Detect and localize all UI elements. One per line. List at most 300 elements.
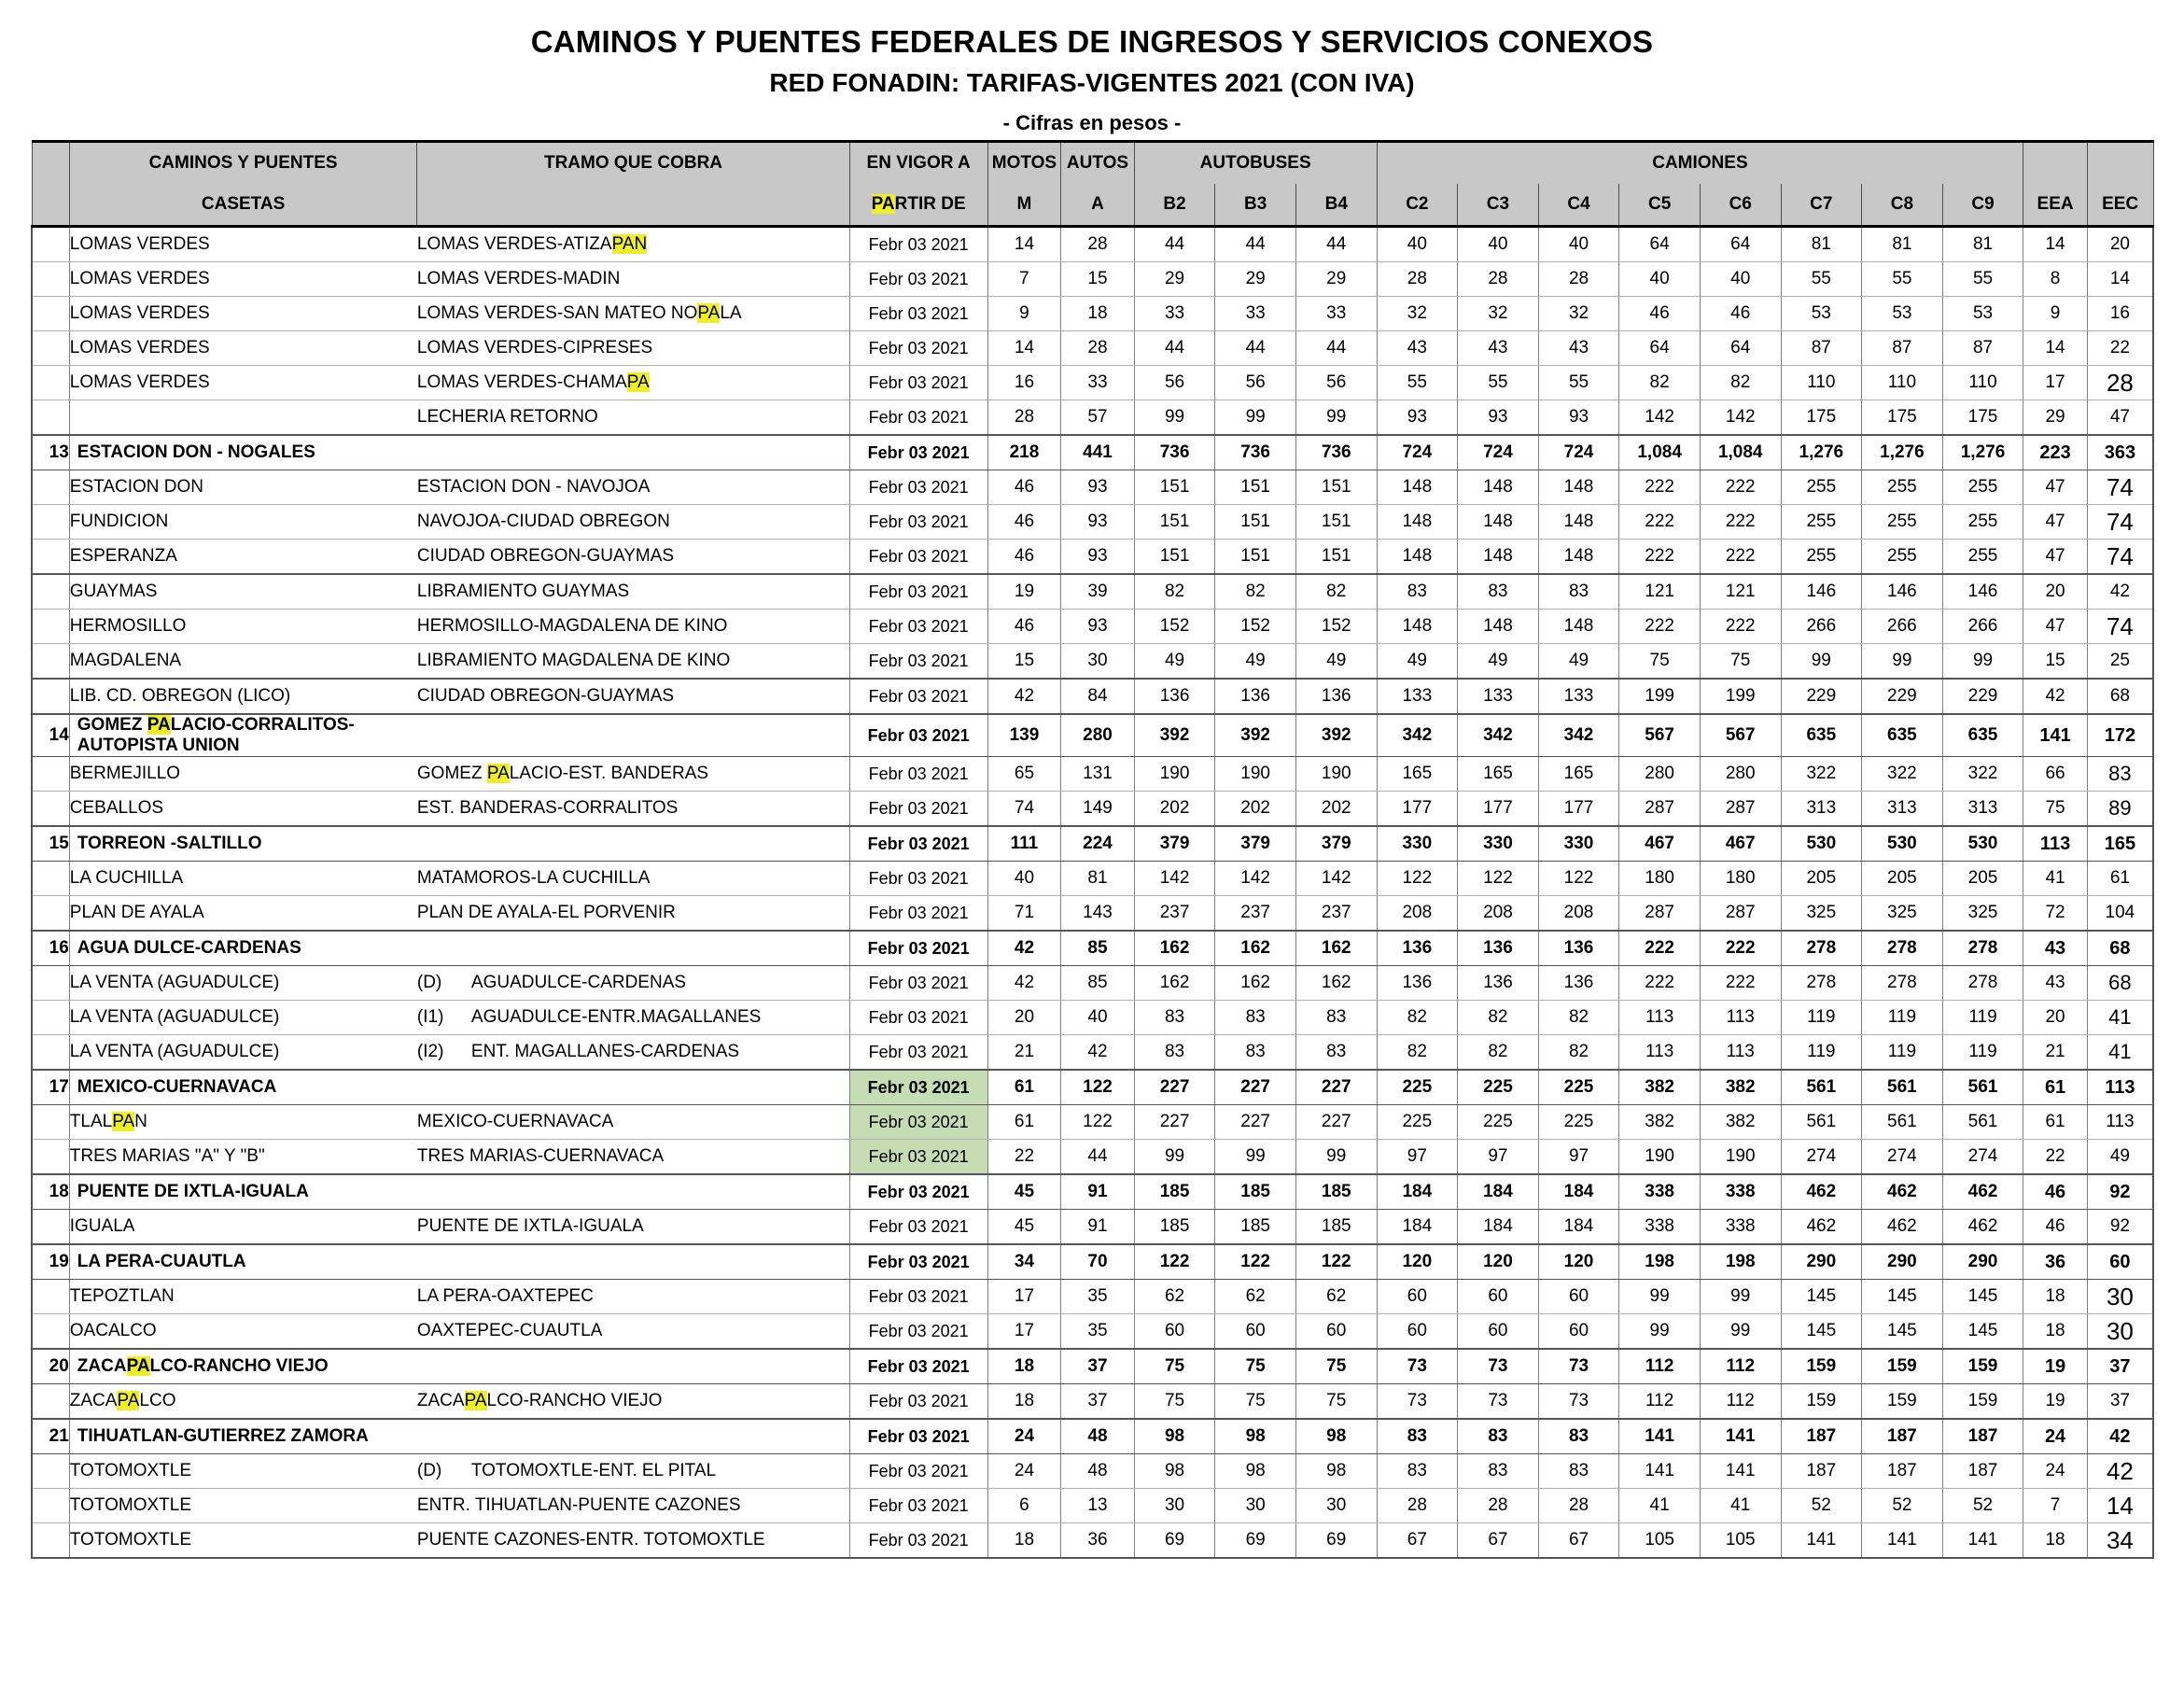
search-highlight: PA (147, 715, 171, 735)
tarifa-c2: 136 (1377, 931, 1458, 966)
caseta-name: LOMAS VERDES (69, 331, 417, 366)
tramo-que-cobra (417, 366, 849, 400)
table-row (32, 610, 2153, 644)
table-header (32, 142, 2153, 227)
section-row (32, 1070, 2153, 1105)
tarifa-eec: 16 (2087, 297, 2153, 331)
tramo-que-cobra (417, 826, 849, 862)
tarifa-c4: 225 (1538, 1105, 1619, 1140)
tarifa-motos-m: 18 (987, 1384, 1061, 1420)
tarifa-eea: 20 (2023, 1001, 2087, 1035)
tarifa-c9: 290 (1942, 1244, 2023, 1280)
tarifa-c3: 330 (1458, 826, 1539, 862)
tarifa-b3: 379 (1215, 826, 1296, 862)
tarifa-c7: 278 (1781, 931, 1862, 966)
tarifa-eec: 41 (2087, 1035, 2153, 1071)
header-partir-de (849, 184, 987, 227)
text-segment: TRES MARIAS-CUERNAVACA (416, 1146, 665, 1166)
vigencia-date: Febr 03 2021 (849, 862, 987, 896)
tarifa-c7: 145 (1781, 1280, 1862, 1314)
tarifa-b2: 56 (1134, 366, 1215, 400)
tarifa-c4: 97 (1538, 1140, 1619, 1175)
tarifa-eea: 18 (2023, 1314, 2087, 1350)
row-index (32, 679, 69, 714)
tarifa-c4: 148 (1538, 540, 1619, 575)
tarifa-c3: 148 (1458, 540, 1539, 575)
tramo-sub-code: (I2) (416, 1042, 444, 1061)
vigencia-date: Febr 03 2021 (849, 540, 987, 575)
table-row (32, 1035, 2153, 1071)
header-caminos: CAMINOS Y PUENTES (69, 142, 417, 185)
vigencia-date: Febr 03 2021 (849, 366, 987, 400)
tarifa-c5: 113 (1619, 1035, 1701, 1071)
tarifa-b2: 69 (1134, 1523, 1215, 1559)
tarifa-eea: 21 (2023, 1035, 2087, 1071)
text-segment: LCO (139, 1391, 176, 1410)
tarifa-motos-m: 18 (987, 1349, 1061, 1384)
text-segment: NAVOJOA-CIUDAD OBREGON (416, 512, 670, 531)
tarifa-c7: 187 (1781, 1419, 1862, 1454)
caseta-name: LOMAS VERDES (69, 366, 417, 400)
tarifa-c8: 187 (1862, 1454, 1943, 1489)
tarifa-c5: 75 (1619, 644, 1701, 680)
tarifa-c2: 83 (1377, 574, 1458, 610)
tarifa-c8: 146 (1862, 574, 1943, 610)
tarifa-b2: 75 (1134, 1384, 1215, 1420)
tarifa-eec: 68 (2087, 931, 2153, 966)
tarifa-b2: 379 (1134, 826, 1215, 862)
tarifa-autos-a: 149 (1061, 792, 1135, 827)
tarifa-c2: 148 (1377, 505, 1458, 540)
tarifa-c8: 110 (1862, 366, 1943, 400)
tarifa-motos-m: 218 (987, 435, 1061, 470)
tarifa-c6: 141 (1700, 1454, 1781, 1489)
tarifa-c6: 46 (1700, 297, 1781, 331)
row-index (32, 1384, 69, 1420)
tarifa-c4: 28 (1538, 262, 1619, 297)
tarifa-eea: 47 (2023, 505, 2087, 540)
tarifa-c8: 229 (1862, 679, 1943, 714)
tarifa-c6: 112 (1700, 1384, 1781, 1420)
tarifa-eec: 49 (2087, 1140, 2153, 1175)
tarifa-eec: 20 (2087, 227, 2153, 262)
text-segment: N (134, 1112, 147, 1131)
tarifa-b4: 56 (1295, 366, 1377, 400)
header-row-secondary (32, 184, 2153, 227)
tarifa-c7: 141 (1781, 1523, 1862, 1559)
tarifa-b2: 98 (1134, 1454, 1215, 1489)
vigencia-date: Febr 03 2021 (849, 297, 987, 331)
header-c4: C4 (1538, 184, 1619, 227)
tarifa-b3: 162 (1215, 966, 1296, 1001)
table-row (32, 227, 2153, 262)
tarifa-eec: 74 (2087, 540, 2153, 575)
tramo-que-cobra (417, 714, 849, 757)
tarifa-c8: 278 (1862, 966, 1943, 1001)
tarifa-b4: 83 (1295, 1035, 1377, 1071)
tarifa-c3: 724 (1458, 435, 1539, 470)
tarifa-c3: 82 (1458, 1001, 1539, 1035)
tarifa-b3: 151 (1215, 470, 1296, 505)
tarifa-c9: 119 (1942, 1001, 2023, 1035)
tarifa-c9: 205 (1942, 862, 2023, 896)
header-partir-highlight: PA (871, 194, 895, 214)
tramo-que-cobra (417, 792, 849, 827)
tarifa-c8: 99 (1862, 644, 1943, 680)
tarifa-b3: 237 (1215, 896, 1296, 932)
tarifa-b3: 44 (1215, 227, 1296, 262)
tarifa-eea: 17 (2023, 366, 2087, 400)
tarifa-b3: 49 (1215, 644, 1296, 680)
tramo-que-cobra (417, 1105, 849, 1140)
header-c6: C6 (1700, 184, 1781, 227)
tarifa-c8: 313 (1862, 792, 1943, 827)
tarifa-eec: 74 (2087, 470, 2153, 505)
vigencia-date: Febr 03 2021 (849, 1314, 987, 1350)
tarifa-c6: 287 (1700, 896, 1781, 932)
tarifa-c5: 222 (1619, 931, 1701, 966)
tarifa-eec: 14 (2087, 1489, 2153, 1523)
tarifa-c6: 338 (1700, 1210, 1781, 1245)
text-segment: MATAMOROS-LA CUCHILLA (416, 868, 651, 888)
tarifa-b2: 151 (1134, 470, 1215, 505)
section-row (32, 714, 2153, 757)
text-segment: PUENTE DE IXTLA-IGUALA (416, 1216, 644, 1236)
tarifa-b4: 44 (1295, 227, 1377, 262)
tarifa-c6: 222 (1700, 540, 1781, 575)
tarifa-b4: 49 (1295, 644, 1377, 680)
tarifa-eea: 75 (2023, 792, 2087, 827)
tarifa-c9: 462 (1942, 1210, 2023, 1245)
tarifa-c7: 229 (1781, 679, 1862, 714)
tarifa-c2: 83 (1377, 1419, 1458, 1454)
tarifa-c5: 338 (1619, 1210, 1701, 1245)
vigencia-date: Febr 03 2021 (849, 826, 987, 862)
tramo-que-cobra (417, 1523, 849, 1559)
tarifa-c8: 141 (1862, 1523, 1943, 1559)
row-index (32, 1489, 69, 1523)
tarifa-b3: 152 (1215, 610, 1296, 644)
row-index: 19 (32, 1244, 69, 1280)
tarifa-b2: 98 (1134, 1419, 1215, 1454)
tarifa-b3: 151 (1215, 505, 1296, 540)
tarifa-c3: 28 (1458, 262, 1539, 297)
text-segment: LIBRAMIENTO MAGDALENA DE KINO (416, 651, 731, 670)
tarifa-c5: 112 (1619, 1349, 1701, 1384)
caseta-name (69, 1105, 417, 1140)
tarifa-c4: 148 (1538, 470, 1619, 505)
tarifa-c5: 82 (1619, 366, 1701, 400)
tarifa-c3: 148 (1458, 470, 1539, 505)
tarifa-c2: 28 (1377, 262, 1458, 297)
caseta-name: LA CUCHILLA (69, 862, 417, 896)
vigencia-date: Febr 03 2021 (849, 792, 987, 827)
tarifa-c4: 73 (1538, 1384, 1619, 1420)
tarifa-eec: 42 (2087, 1454, 2153, 1489)
tarifa-c8: 325 (1862, 896, 1943, 932)
row-index (32, 610, 69, 644)
tarifa-c8: 561 (1862, 1105, 1943, 1140)
tarifa-eea: 61 (2023, 1105, 2087, 1140)
tarifa-c4: 184 (1538, 1210, 1619, 1245)
tarifa-eea: 47 (2023, 610, 2087, 644)
table-row (32, 400, 2153, 436)
tarifa-b2: 83 (1134, 1035, 1215, 1071)
tarifa-c4: 83 (1538, 1419, 1619, 1454)
tarifa-c6: 180 (1700, 862, 1781, 896)
tarifa-c2: 148 (1377, 610, 1458, 644)
tarifa-b2: 227 (1134, 1105, 1215, 1140)
tarifa-c2: 60 (1377, 1280, 1458, 1314)
search-highlight: PA (626, 372, 650, 392)
tarifa-c3: 208 (1458, 896, 1539, 932)
tarifa-motos-m: 16 (987, 366, 1061, 400)
tarifa-autos-a: 28 (1061, 227, 1135, 262)
search-highlight: PA (126, 1356, 150, 1376)
tarifa-c8: 635 (1862, 714, 1943, 757)
tarifa-c7: 635 (1781, 714, 1862, 757)
tarifa-c5: 198 (1619, 1244, 1701, 1280)
tarifa-b4: 162 (1295, 966, 1377, 1001)
tarifa-b3: 162 (1215, 931, 1296, 966)
tarifa-c2: 165 (1377, 757, 1458, 792)
section-row (32, 931, 2153, 966)
vigencia-date: Febr 03 2021 (849, 435, 987, 470)
tarifa-b4: 82 (1295, 574, 1377, 610)
tarifa-c7: 159 (1781, 1349, 1862, 1384)
tarifa-c4: 32 (1538, 297, 1619, 331)
tarifa-eea: 8 (2023, 262, 2087, 297)
tarifa-c9: 278 (1942, 966, 2023, 1001)
tarifa-c4: 148 (1538, 610, 1619, 644)
tarifa-c8: 52 (1862, 1489, 1943, 1523)
tarifa-c7: 145 (1781, 1314, 1862, 1350)
tarifa-eea: 14 (2023, 227, 2087, 262)
row-index (32, 331, 69, 366)
tarifa-c5: 64 (1619, 331, 1701, 366)
vigencia-date: Febr 03 2021 (849, 1001, 987, 1035)
caseta-name: IGUALA (69, 1210, 417, 1245)
row-index (32, 400, 69, 436)
tarifa-b3: 185 (1215, 1174, 1296, 1210)
tarifa-c9: 145 (1942, 1314, 2023, 1350)
section-row (32, 1419, 2153, 1454)
tarifa-b2: 83 (1134, 1001, 1215, 1035)
tarifa-eea: 223 (2023, 435, 2087, 470)
tarifa-b2: 99 (1134, 400, 1215, 436)
tarifa-c3: 342 (1458, 714, 1539, 757)
tarifa-c5: 467 (1619, 826, 1701, 862)
tarifa-motos-m: 6 (987, 1489, 1061, 1523)
tarifa-c3: 184 (1458, 1174, 1539, 1210)
tarifa-c5: 199 (1619, 679, 1701, 714)
tarifa-eea: 46 (2023, 1174, 2087, 1210)
caseta-name: PUENTE DE IXTLA-IGUALA (69, 1174, 417, 1210)
tarifa-eea: 36 (2023, 1244, 2087, 1280)
tarifa-c6: 199 (1700, 679, 1781, 714)
table-row (32, 644, 2153, 680)
tarifa-autos-a: 143 (1061, 896, 1135, 932)
vigencia-date: Febr 03 2021 (849, 679, 987, 714)
tarifa-b4: 392 (1295, 714, 1377, 757)
tarifa-c5: 280 (1619, 757, 1701, 792)
tarifa-c6: 338 (1700, 1174, 1781, 1210)
tarifa-eea: 72 (2023, 896, 2087, 932)
tarifa-c9: 530 (1942, 826, 2023, 862)
tarifa-c5: 99 (1619, 1314, 1701, 1350)
header-eec: EEC (2087, 184, 2153, 227)
tarifa-c3: 225 (1458, 1070, 1539, 1105)
tramo-que-cobra (417, 1140, 849, 1175)
tarifa-c8: 119 (1862, 1035, 1943, 1071)
tarifa-b4: 379 (1295, 826, 1377, 862)
tarifa-b4: 202 (1295, 792, 1377, 827)
search-highlight: PA (486, 764, 510, 783)
tarifa-c5: 382 (1619, 1070, 1701, 1105)
tarifa-eea: 141 (2023, 714, 2087, 757)
row-index (32, 862, 69, 896)
table-row (32, 1523, 2153, 1559)
tarifa-b4: 736 (1295, 435, 1377, 470)
tarifa-c2: 73 (1377, 1349, 1458, 1384)
text-segment: LA (720, 303, 742, 323)
tarifa-c7: 159 (1781, 1384, 1862, 1420)
row-index (32, 792, 69, 827)
header-motos-code: M (987, 184, 1061, 227)
row-index (32, 297, 69, 331)
row-index (32, 1140, 69, 1175)
caseta-name: TIHUATLAN-GUTIERREZ ZAMORA (69, 1419, 417, 1454)
text-segment: PUENTE CAZONES-ENTR. TOTOMOXTLE (416, 1530, 765, 1550)
tarifa-b3: 142 (1215, 862, 1296, 896)
tarifa-motos-m: 24 (987, 1419, 1061, 1454)
text-segment: CIUDAD OBREGON-GUAYMAS (416, 686, 675, 706)
tarifa-c3: 122 (1458, 862, 1539, 896)
tarifa-eea: 7 (2023, 1489, 2087, 1523)
header-motos: MOTOS (987, 142, 1061, 185)
tarifa-b2: 202 (1134, 792, 1215, 827)
table-row (32, 297, 2153, 331)
text-segment: OAXTEPEC-CUAUTLA (416, 1321, 603, 1340)
tarifa-b4: 162 (1295, 931, 1377, 966)
tarifa-c6: 121 (1700, 574, 1781, 610)
tarifa-c2: 148 (1377, 470, 1458, 505)
tarifa-c6: 113 (1700, 1035, 1781, 1071)
tarifa-c4: 177 (1538, 792, 1619, 827)
tarifa-c6: 222 (1700, 505, 1781, 540)
vigencia-date: Febr 03 2021 (849, 1489, 987, 1523)
tramo-que-cobra (417, 400, 849, 436)
section-row (32, 1174, 2153, 1210)
tarifa-b3: 29 (1215, 262, 1296, 297)
tarifa-c8: 462 (1862, 1174, 1943, 1210)
tarifa-b3: 99 (1215, 1140, 1296, 1175)
tarifa-c2: 82 (1377, 1035, 1458, 1071)
tarifa-b2: 62 (1134, 1280, 1215, 1314)
tarifa-c6: 64 (1700, 227, 1781, 262)
tarifa-c8: 119 (1862, 1001, 1943, 1035)
tarifa-motos-m: 21 (987, 1035, 1061, 1071)
page-title: CAMINOS Y PUENTES FEDERALES DE INGRESOS Y SERVICIOS CONEXOS (530, 24, 1654, 59)
tarifa-motos-m: 14 (987, 331, 1061, 366)
tarifa-c8: 255 (1862, 470, 1943, 505)
tarifa-c3: 165 (1458, 757, 1539, 792)
row-index (32, 366, 69, 400)
caseta-name: TRES MARIAS "A" Y "B" (69, 1140, 417, 1175)
tariff-table (31, 140, 2154, 1559)
tarifa-autos-a: 13 (1061, 1489, 1135, 1523)
tarifa-motos-m: 46 (987, 610, 1061, 644)
tarifa-b2: 60 (1134, 1314, 1215, 1350)
tarifa-c5: 113 (1619, 1001, 1701, 1035)
tarifa-c9: 255 (1942, 505, 2023, 540)
tarifa-c7: 52 (1781, 1489, 1862, 1523)
tarifa-autos-a: 85 (1061, 966, 1135, 1001)
tarifa-c4: 60 (1538, 1314, 1619, 1350)
tarifa-c3: 225 (1458, 1105, 1539, 1140)
tarifa-c7: 278 (1781, 966, 1862, 1001)
table-row (32, 1384, 2153, 1420)
header-c5: C5 (1619, 184, 1701, 227)
tarifa-b4: 227 (1295, 1070, 1377, 1105)
tarifa-c5: 222 (1619, 505, 1701, 540)
vigencia-date: Febr 03 2021 (849, 757, 987, 792)
tarifa-c7: 255 (1781, 470, 1862, 505)
search-highlight: PA (117, 1391, 140, 1410)
tarifa-b3: 33 (1215, 297, 1296, 331)
text-segment: ZACA (69, 1391, 118, 1410)
tarifa-eec: 61 (2087, 862, 2153, 896)
tarifa-b3: 136 (1215, 679, 1296, 714)
tarifa-c3: 83 (1458, 1454, 1539, 1489)
tarifa-motos-m: 46 (987, 470, 1061, 505)
tarifa-b4: 185 (1295, 1210, 1377, 1245)
row-index (32, 644, 69, 680)
tarifa-c7: 119 (1781, 1035, 1862, 1071)
tarifa-motos-m: 65 (987, 757, 1061, 792)
tarifa-autos-a: 37 (1061, 1384, 1135, 1420)
tarifa-c2: 120 (1377, 1244, 1458, 1280)
tarifa-c4: 83 (1538, 1454, 1619, 1489)
tarifa-autos-a: 35 (1061, 1280, 1135, 1314)
tarifa-b2: 82 (1134, 574, 1215, 610)
row-index (32, 574, 69, 610)
search-highlight: PAN (611, 234, 648, 254)
vigencia-date: Febr 03 2021 (849, 1280, 987, 1314)
tarifa-c8: 530 (1862, 826, 1943, 862)
tramo-que-cobra (417, 1489, 849, 1523)
vigencia-date: Febr 03 2021 (849, 1454, 987, 1489)
text-segment: LOMAS VERDES-SAN MATEO NO (416, 303, 698, 323)
tramo-que-cobra (417, 470, 849, 505)
section-row (32, 826, 2153, 862)
tarifa-c2: 122 (1377, 862, 1458, 896)
tarifa-motos-m: 46 (987, 505, 1061, 540)
tarifa-c9: 55 (1942, 262, 2023, 297)
tarifa-motos-m: 17 (987, 1280, 1061, 1314)
tarifa-eec: 30 (2087, 1314, 2153, 1350)
tarifa-eec: 37 (2087, 1349, 2153, 1384)
tarifa-motos-m: 111 (987, 826, 1061, 862)
tarifa-c3: 148 (1458, 505, 1539, 540)
tarifa-c5: 41 (1619, 1489, 1701, 1523)
tarifa-eea: 19 (2023, 1384, 2087, 1420)
tarifa-c8: 1,276 (1862, 435, 1943, 470)
tarifa-c4: 60 (1538, 1280, 1619, 1314)
tarifa-c9: 462 (1942, 1174, 2023, 1210)
tarifa-b3: 60 (1215, 1314, 1296, 1350)
tarifa-c3: 60 (1458, 1314, 1539, 1350)
